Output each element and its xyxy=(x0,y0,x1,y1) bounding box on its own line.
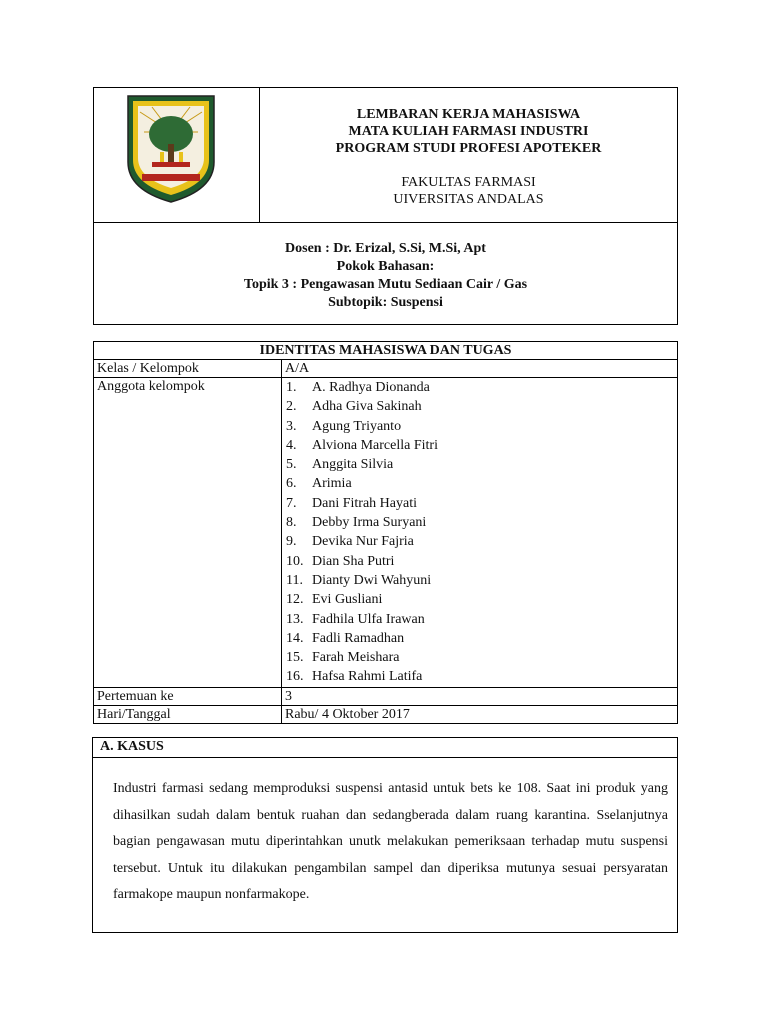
list-item: 14. Fadli Ramadhan xyxy=(286,630,405,646)
list-item: 10. Dian Sha Putri xyxy=(286,553,395,569)
table-row xyxy=(94,378,678,688)
subtopik: Subtopik: Suspensi xyxy=(328,295,443,310)
kasus-body: Industri farmasi sedang memproduksi suspensi antasid untuk bets ke 108. Saat ini produk yang dihasilkan sudah dalam bentuk ruahan dan sedangberada dalam ruang karantina. Sselanjutnya bagian pengawasan mutu diperintahkan unutk melakukan pemeriksaan terhadap mutu suspensi tersebut. Untuk itu dilakukan pengambilan sampel dan diperiksa mutunya sesuai persyaratan farmakope maupun nonfarmakope. xyxy=(113,781,668,902)
identity-heading: IDENTITAS MAHASISWA DAN TUGAS xyxy=(94,342,678,360)
pertemuan-value: 3 xyxy=(282,687,678,705)
kasus-box xyxy=(92,737,678,933)
title-line-2: MATA KULIAH FARMASI INDUSTRI xyxy=(348,124,589,139)
list-item: 16. Hafsa Rahmi Latifa xyxy=(286,669,423,685)
logo-cell xyxy=(94,88,260,222)
list-item: 15. Farah Meishara xyxy=(286,650,400,666)
list-item: 9. Devika Nur Fajria xyxy=(286,534,414,550)
kasus-heading: A. KASUS xyxy=(93,738,677,758)
table-row xyxy=(94,705,678,723)
list-item: 6. Arimia xyxy=(286,476,352,492)
kelas-value: A/A xyxy=(282,360,678,378)
list-item: 2. Adha Giva Sakinah xyxy=(286,399,422,415)
identity-table xyxy=(93,341,678,724)
member-list xyxy=(285,378,674,687)
list-item: 12. Evi Gusliani xyxy=(286,592,383,608)
member-list-cell xyxy=(282,378,678,688)
hari-label: Hari/Tanggal xyxy=(94,705,282,723)
title-line-3: PROGRAM STUDI PROFESI APOTEKER xyxy=(335,141,602,156)
list-item: 4. Alviona Marcella Fitri xyxy=(286,437,438,453)
hari-value: Rabu/ 4 Oktober 2017 xyxy=(282,705,678,723)
list-item: 3. Agung Triyanto xyxy=(286,418,402,434)
table-row xyxy=(94,687,678,705)
kelas-label: Kelas / Kelompok xyxy=(94,360,282,378)
header-box xyxy=(93,87,678,325)
title-block xyxy=(260,106,677,208)
faculty-line: FAKULTAS FARMASI xyxy=(401,175,536,190)
university-line: UIVERSITAS ANDALAS xyxy=(393,192,544,207)
list-item: 7. Dani Fitrah Hayati xyxy=(286,495,417,511)
university-logo-icon xyxy=(122,92,220,204)
list-item: 5. Anggita Silvia xyxy=(286,457,394,473)
pokok-bahasan: Pokok Bahasan: xyxy=(336,259,435,274)
list-item: 1. A. Radhya Dionanda xyxy=(286,380,430,395)
list-item: 8. Debby Irma Suryani xyxy=(286,515,427,531)
list-item: 11. Dianty Dwi Wahyuni xyxy=(286,572,432,588)
list-item: 13. Fadhila Ulfa Irawan xyxy=(286,611,425,627)
topik: Topik 3 : Pengawasan Mutu Sediaan Cair / Gas xyxy=(243,277,528,292)
header-top-row xyxy=(94,88,677,223)
pertemuan-label: Pertemuan ke xyxy=(94,687,282,705)
title-line-1: LEMBARAN KERJA MAHASISWA xyxy=(356,107,581,122)
course-info xyxy=(94,240,677,312)
dosen: Dosen : Dr. Erizal, S.Si, M.Si, Apt xyxy=(285,241,486,256)
anggota-label: Anggota kelompok xyxy=(94,378,282,688)
table-row xyxy=(94,360,678,378)
